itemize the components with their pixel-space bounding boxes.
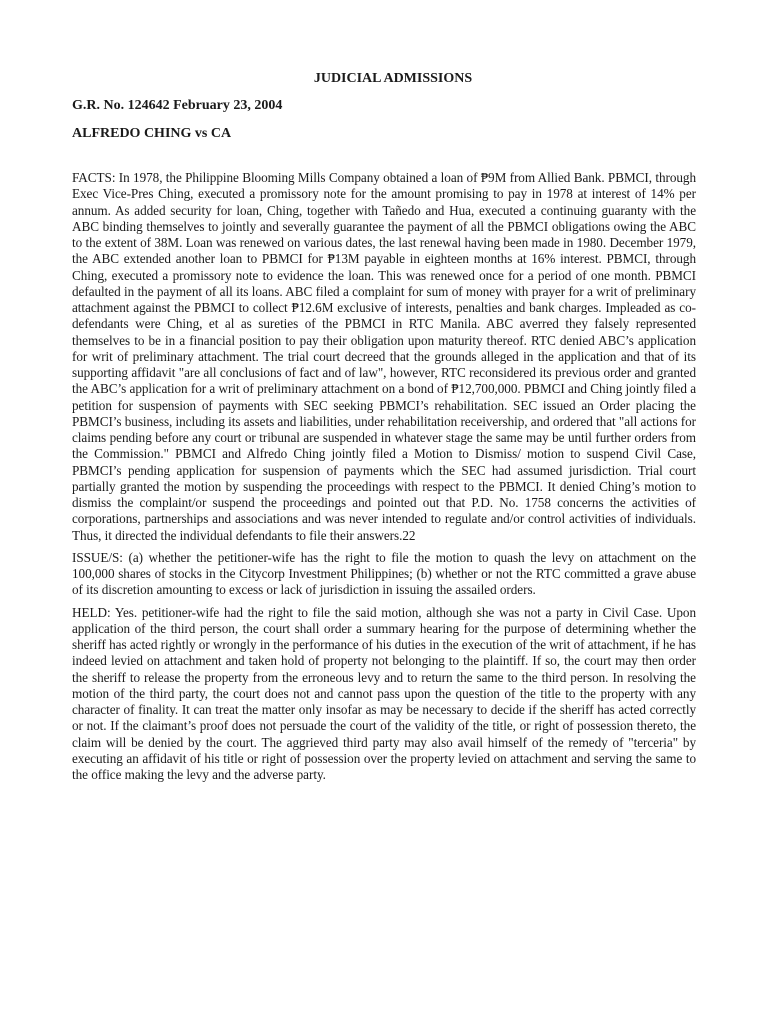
- facts-paragraph: [72, 170, 696, 544]
- issues-label: ISSUE/S:: [72, 549, 123, 565]
- held-label: HELD:: [72, 604, 111, 620]
- case-number: G.R. No. 124642 February 23, 2004: [72, 98, 283, 113]
- case-name: ALFREDO CHING vs CA: [72, 126, 232, 141]
- issues-paragraph: [72, 550, 696, 599]
- document-page: [72, 70, 696, 789]
- facts-label: FACTS:: [72, 170, 116, 185]
- issues-text: (a) whether the petitioner-wife has the right to file the motion to quash the levy on attachment on the 100,000 shares of stocks in the Citycorp Investment Philippines; (b) whether or not the RTC committed a grave abuse of its discretion amounting to excess or lack of jurisdiction in issuing the assailed orders.: [72, 549, 696, 598]
- facts-text: In 1978, the Philippine Blooming Mills Company obtained a loan of ₱9M from Allied Bank. PBMCI, through Exec Vice-Pres Ching, executed a promissory note for the amount promising to pay in 1978 at interest of 14% per annum. As added security for loan, Ching, together with Tañedo and Hua, executed a continuing guaranty with the ABC binding themselves to jointly and severally guarantee the payment of all the PBMCI obligations owing the ABC to the extent of 38M. Loan was renewed on various dates, the last renewal having been made in 1980. December 1979, the ABC extended another loan to PBMCI for ₱13M payable in eighteen months at 16% interest. PBMCI, through Ching, executed a promissory note to evidence the loan. This was renewed once for a period of one month. PBMCI defaulted in the payment of all its loans. ABC filed a complaint for sum of money with prayer for a writ of preliminary attachment against the PBMCI to collect ₱12.6M exclusive of interests, penalties and bank charges. Impleaded as co-defendants were Ching, et al as sureties of the PBMCI in RTC Manila. ABC averred they falsely represented themselves to be in a financial position to pay their obligation upon maturity thereof. RTC denied ABC’s application for writ of preliminary attachment. The trial court decreed that the grounds alleged in the application and that of its supporting affidavit "are all conclusions of fact and of law", however, RTC reconsidered its previous order and granted the ABC’s application for a writ of preliminary attachment on a bond of ₱12,700,000. PBMCI and Ching jointly filed a petition for suspension of payments with SEC seeking PBMCI’s rehabilitation. SEC issued an Order placing the PBMCI’s business, including its assets and liabilities, under rehabilitation receivership, and ordered that "all actions for claims pending before any court or tribunal are suspended in whatever stage the same may be until further orders from the Commission." PBMCI and Alfredo Ching jointly filed a Motion to Dismiss/ motion to suspend Civil Case, PBMCI’s pending application for suspension of payments which the SEC had assumed jurisdiction. Trial court partially granted the motion by suspending the proceedings with respect to the PBMCI. It denied Ching’s motion to dismiss the complaint/or suspend the proceedings and pointed out that P.D. No. 1758 concerns the activities of corporations, partnerships and associations and was never intended to regulate and/or control activities of individuals. Thus, it directed the individual defendants to file their answers.22: [72, 170, 697, 543]
- held-text: Yes. petitioner-wife had the right to file the said motion, although she was not a party in Civil Case. Upon application of the third person, the court shall order a summary hearing for the purpose of determining whether the sheriff has acted rightly or wrongly in the performance of his duties in the execution of the writ of attachment, if he has indeed levied on attachment and taken hold of property not belonging to the plaintiff. If so, the court may then order the sheriff to release the property from the erroneous levy and to return the same to the third person. In resolving the motion of the third party, the court does not and cannot pass upon the question of the title to the property with any character of finality. It can treat the matter only insofar as may be necessary to decide if the sheriff has acted correctly or not. If the claimant’s proof does not persuade the court of the validity of the title, or right of possession thereto, the claim will be denied by the court. The aggrieved third party may also avail himself of the remedy of "terceria" by executing an affidavit of his title or right of possession over the property levied on attachment and serving the same to the office making the levy and the adverse party.: [72, 604, 696, 782]
- held-paragraph: [72, 605, 696, 784]
- document-title: JUDICIAL ADMISSIONS: [313, 71, 473, 86]
